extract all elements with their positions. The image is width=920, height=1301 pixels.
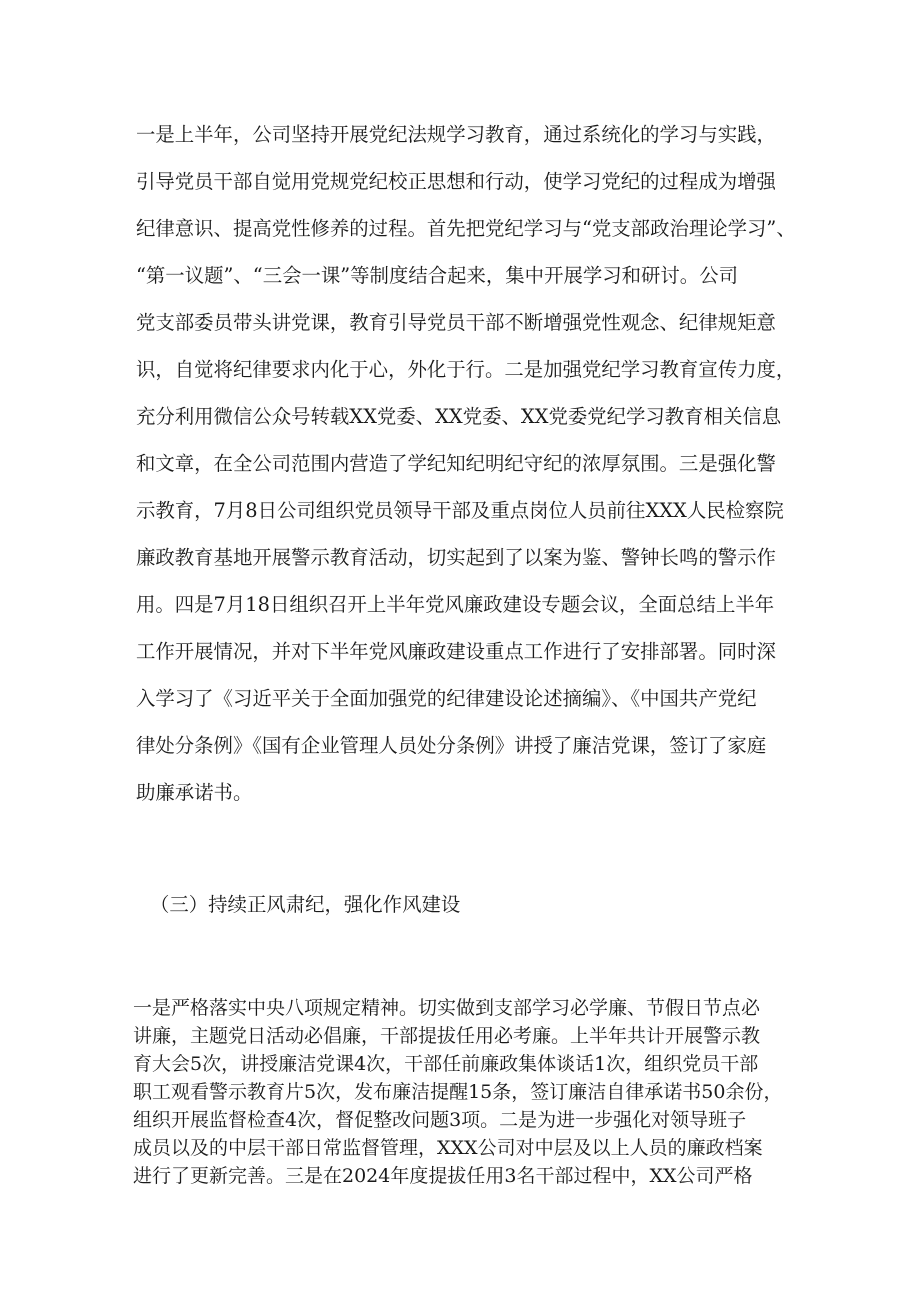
text-line: 律处分条例》《国有企业管理人员处分条例》讲授了廉洁党课，签订了家庭: [136, 734, 767, 757]
text-line: 进行了更新完善。三是在2024年度提拔任用3名干部过程中，XX公司严格: [133, 1165, 753, 1187]
text-line: “第一议题”、“三会一课”等制度结合起来，集中开展学习和研讨。公司: [136, 264, 738, 287]
text-line: 党支部委员带头讲党课，教育引导党员干部不断增强党性观念、纪律规矩意: [136, 311, 776, 334]
text-line: 示教育，7月8日公司组织党员领导干部及重点岗位人员前往XXX人民检察院: [136, 499, 784, 522]
text-line: 职工观看警示教育片5次，发布廉洁提醒15条，签订廉洁自律承诺书50余份，: [133, 1081, 783, 1103]
text-line: 引导党员干部自觉用党规党纪校正思想和行动，使学习党纪的过程成为增强: [136, 170, 776, 193]
text-line: 助廉承诺书。: [136, 781, 253, 804]
text-line: 入学习了《习近平关于全面加强党的纪律建设论述摘编》、《中国共产党纪: [136, 687, 757, 710]
text-line: 讲廉，主题党日活动必倡廉，干部提拔任用必考廉。上半年共计开展警示教: [133, 1025, 761, 1047]
section-heading: （三）持续正风肃纪，强化作风建设: [150, 893, 461, 916]
text-line: 廉政教育基地开展警示教育活动，切实起到了以案为鉴、警钟长鸣的警示作: [136, 546, 776, 569]
text-line: 识，自觉将纪律要求内化于心，外化于行。二是加强党纪学习教育宣传力度，: [136, 358, 796, 381]
text-line: 用。四是7月18日组织召开上半年党风廉政建设专题会议，全面总结上半年: [136, 593, 775, 616]
text-line: 充分利用微信公众号转载XX党委、XX党委、XX党委党纪学习教育相关信息: [136, 405, 782, 428]
text-line: 一是严格落实中央八项规定精神。切实做到支部学习必学廉、节假日节点必: [133, 997, 761, 1019]
text-line: 成员以及的中层干部日常监督管理，XXX公司对中层及以上人员的廉政档案: [133, 1137, 763, 1159]
text-line: 工作开展情况，并对下半年党风廉政建设重点工作进行了安排部署。同时深: [136, 640, 776, 663]
text-line: 纪律意识、提高党性修养的过程。首先把党纪学习与“党支部政治理论学习”、: [136, 217, 796, 240]
text-line: 和文章，在全公司范围内营造了学纪知纪明纪守纪的浓厚氛围。三是强化警: [136, 452, 776, 475]
text-line: 育大会5次，讲授廉洁党课4次，干部任前廉政集体谈话1次，组织党员干部: [133, 1053, 759, 1075]
text-line: 一是上半年，公司坚持开展党纪法规学习教育，通过系统化的学习与实践，: [136, 123, 776, 146]
text-line: 组织开展监督检查4次，督促整改问题3项。二是为进一步强化对领导班子: [133, 1109, 747, 1131]
